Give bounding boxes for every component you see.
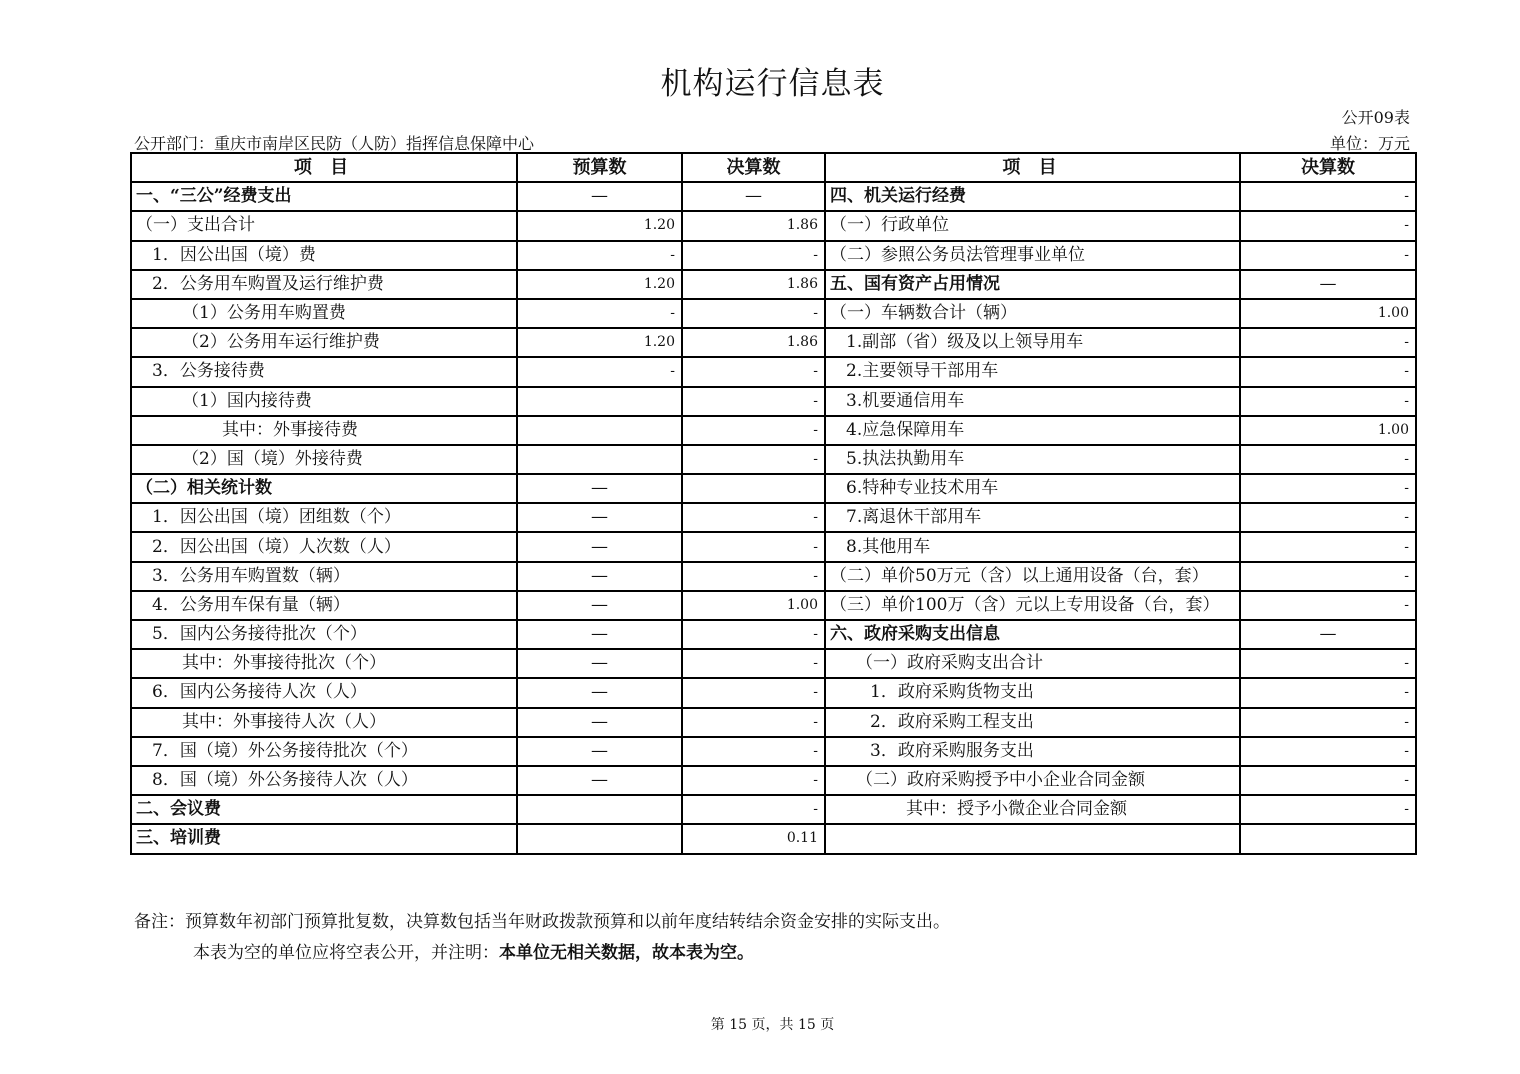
budget-value: — xyxy=(517,182,682,211)
table-row xyxy=(131,503,1416,532)
table-row xyxy=(131,708,1416,737)
right-item-label: 3．政府采购服务支出 xyxy=(825,737,1240,766)
page-title: 机构运行信息表 xyxy=(660,66,885,102)
table-row xyxy=(131,211,1416,240)
right-item-label: （一）行政单位 xyxy=(825,211,1240,240)
right-item-label: （一）车辆数合计（辆） xyxy=(825,299,1240,328)
final-value-right: - xyxy=(1240,241,1416,270)
table-row xyxy=(131,591,1416,620)
table-row xyxy=(131,299,1416,328)
table-row xyxy=(131,649,1416,678)
final-value-left: - xyxy=(682,357,825,386)
budget-value: — xyxy=(517,591,682,620)
table-row xyxy=(131,387,1416,416)
left-item-label: 4．公务用车保有量（辆） xyxy=(131,591,517,620)
right-item-label: （二）政府采购授予中小企业合同金额 xyxy=(825,766,1240,795)
unit-label: 单位：万元 xyxy=(1329,134,1410,153)
right-item-label: 7.离退休干部用车 xyxy=(825,503,1240,532)
table-header-row xyxy=(131,153,1416,182)
budget-value: — xyxy=(517,562,682,591)
final-value-left: - xyxy=(682,620,825,649)
left-item-label: 8．国（境）外公务接待人次（人） xyxy=(131,766,517,795)
table-row xyxy=(131,474,1416,503)
left-item-label: 其中：外事接待费 xyxy=(131,416,517,445)
final-value-left: - xyxy=(682,708,825,737)
col-header-item-left: 项 目 xyxy=(131,153,517,182)
department-label: 公开部门：重庆市南岸区民防（人防）指挥信息保障中心 xyxy=(134,134,535,153)
table-row xyxy=(131,678,1416,707)
right-item-label: （二）参照公务员法管理事业单位 xyxy=(825,241,1240,270)
final-value-left: 1.00 xyxy=(682,591,825,620)
col-header-item-right: 项 目 xyxy=(825,153,1240,182)
right-item-label: 2．政府采购工程支出 xyxy=(825,708,1240,737)
right-item-label: 3.机要通信用车 xyxy=(825,387,1240,416)
left-item-label: 三、培训费 xyxy=(131,824,517,853)
left-item-label: 一、“三公”经费支出 xyxy=(131,182,517,211)
budget-value xyxy=(517,795,682,824)
final-value-right: - xyxy=(1240,532,1416,561)
final-value-right: - xyxy=(1240,328,1416,357)
final-value-right: - xyxy=(1240,591,1416,620)
table-row xyxy=(131,270,1416,299)
final-value-left: - xyxy=(682,737,825,766)
budget-value: 1.20 xyxy=(517,328,682,357)
final-value-right: - xyxy=(1240,474,1416,503)
right-item-label: 其中：授予小微企业合同金额 xyxy=(825,795,1240,824)
budget-value xyxy=(517,416,682,445)
budget-value: - xyxy=(517,357,682,386)
final-value-left: - xyxy=(682,532,825,561)
final-value-right: - xyxy=(1240,387,1416,416)
right-item-label: 1．政府采购货物支出 xyxy=(825,678,1240,707)
right-item-label: 1.副部（省）级及以上领导用车 xyxy=(825,328,1240,357)
right-item-label: 4.应急保障用车 xyxy=(825,416,1240,445)
final-value-left: - xyxy=(682,678,825,707)
final-value-left: - xyxy=(682,562,825,591)
budget-value: - xyxy=(517,241,682,270)
final-value-right xyxy=(1240,824,1416,853)
left-item-label: 二、会议费 xyxy=(131,795,517,824)
right-item-label: 四、机关运行经费 xyxy=(825,182,1240,211)
col-header-final-left: 决算数 xyxy=(682,153,825,182)
final-value-right: - xyxy=(1240,562,1416,591)
final-value-right: — xyxy=(1240,270,1416,299)
table-row xyxy=(131,416,1416,445)
col-header-budget: 预算数 xyxy=(517,153,682,182)
final-value-left: - xyxy=(682,503,825,532)
left-item-label: （2）国（境）外接待费 xyxy=(131,445,517,474)
final-value-left: - xyxy=(682,299,825,328)
table-row xyxy=(131,562,1416,591)
left-item-label: 3．公务接待费 xyxy=(131,357,517,386)
final-value-right: - xyxy=(1240,795,1416,824)
table-row xyxy=(131,532,1416,561)
left-item-label: 2．公务用车购置及运行维护费 xyxy=(131,270,517,299)
table-row xyxy=(131,328,1416,357)
right-item-label xyxy=(825,824,1240,853)
final-value-right: - xyxy=(1240,445,1416,474)
table-row xyxy=(131,824,1416,853)
left-item-label: 其中：外事接待人次（人） xyxy=(131,708,517,737)
table-row xyxy=(131,241,1416,270)
table-row xyxy=(131,445,1416,474)
final-value-right: - xyxy=(1240,708,1416,737)
budget-value xyxy=(517,445,682,474)
left-item-label: 其中：外事接待批次（个） xyxy=(131,649,517,678)
budget-value: — xyxy=(517,708,682,737)
final-value-right: - xyxy=(1240,737,1416,766)
budget-value: - xyxy=(517,299,682,328)
final-value-right: - xyxy=(1240,649,1416,678)
budget-value xyxy=(517,387,682,416)
right-item-label: （二）单价50万元（含）以上通用设备（台，套） xyxy=(825,562,1240,591)
page-footer: 第 15 页，共 15 页 xyxy=(710,1017,835,1033)
table-row xyxy=(131,620,1416,649)
budget-value: — xyxy=(517,474,682,503)
final-value-right: - xyxy=(1240,503,1416,532)
budget-value: — xyxy=(517,620,682,649)
left-item-label: （二）相关统计数 xyxy=(131,474,517,503)
right-item-label: 5.执法执勤用车 xyxy=(825,445,1240,474)
final-value-left: 1.86 xyxy=(682,328,825,357)
note-line-2-plain: 本表为空的单位应将空表公开，并注明： xyxy=(193,943,499,963)
final-value-left: - xyxy=(682,445,825,474)
left-item-label: 1．因公出国（境）团组数（个） xyxy=(131,503,517,532)
left-item-label: 7．国（境）外公务接待批次（个） xyxy=(131,737,517,766)
budget-value: 1.20 xyxy=(517,270,682,299)
final-value-right: - xyxy=(1240,766,1416,795)
final-value-left: - xyxy=(682,649,825,678)
budget-value: 1.20 xyxy=(517,211,682,240)
left-item-label: 1．因公出国（境）费 xyxy=(131,241,517,270)
table-row xyxy=(131,795,1416,824)
budget-value: — xyxy=(517,678,682,707)
left-item-label: （1）公务用车购置费 xyxy=(131,299,517,328)
table-row xyxy=(131,182,1416,211)
final-value-left: 1.86 xyxy=(682,211,825,240)
table-row xyxy=(131,737,1416,766)
final-value-right: - xyxy=(1240,182,1416,211)
left-item-label: 5．国内公务接待批次（个） xyxy=(131,620,517,649)
right-item-label: 8.其他用车 xyxy=(825,532,1240,561)
left-item-label: （一）支出合计 xyxy=(131,211,517,240)
final-value-left: - xyxy=(682,416,825,445)
final-value-left: - xyxy=(682,387,825,416)
left-item-label: 2．因公出国（境）人次数（人） xyxy=(131,532,517,561)
right-item-label: （一）政府采购支出合计 xyxy=(825,649,1240,678)
final-value-left xyxy=(682,474,825,503)
left-item-label: 6．国内公务接待人次（人） xyxy=(131,678,517,707)
final-value-right: - xyxy=(1240,357,1416,386)
final-value-left: - xyxy=(682,241,825,270)
final-value-right: 1.00 xyxy=(1240,299,1416,328)
final-value-left: 0.11 xyxy=(682,824,825,853)
final-value-right: 1.00 xyxy=(1240,416,1416,445)
final-value-right: - xyxy=(1240,211,1416,240)
budget-value: — xyxy=(517,766,682,795)
note-line-2 xyxy=(193,938,754,963)
final-value-right: — xyxy=(1240,620,1416,649)
table-body xyxy=(131,182,1416,853)
final-value-left: - xyxy=(682,795,825,824)
final-value-left: - xyxy=(682,766,825,795)
budget-value: — xyxy=(517,503,682,532)
left-item-label: （1）国内接待费 xyxy=(131,387,517,416)
right-item-label: 6.特种专业技术用车 xyxy=(825,474,1240,503)
budget-value: — xyxy=(517,649,682,678)
right-item-label: 六、政府采购支出信息 xyxy=(825,620,1240,649)
table-row xyxy=(131,766,1416,795)
budget-value: — xyxy=(517,532,682,561)
left-item-label: （2）公务用车运行维护费 xyxy=(131,328,517,357)
right-item-label: 五、国有资产占用情况 xyxy=(825,270,1240,299)
final-value-right: - xyxy=(1240,678,1416,707)
note-line-1: 备注：预算数年初部门预算批复数，决算数包括当年财政拨款预算和以前年度结转结余资金安排的实际支出。 xyxy=(134,912,950,932)
left-item-label: 3．公务用车购置数（辆） xyxy=(131,562,517,591)
budget-value: — xyxy=(517,737,682,766)
info-table xyxy=(130,152,1417,855)
final-value-left: — xyxy=(682,182,825,211)
form-number: 公开09表 xyxy=(1341,108,1410,127)
budget-value xyxy=(517,824,682,853)
right-item-label: （三）单价100万（含）元以上专用设备（台，套） xyxy=(825,591,1240,620)
right-item-label: 2.主要领导干部用车 xyxy=(825,357,1240,386)
note-line-2-bold: 本单位无相关数据，故本表为空。 xyxy=(499,943,754,963)
final-value-left: 1.86 xyxy=(682,270,825,299)
col-header-final-right: 决算数 xyxy=(1240,153,1416,182)
table-row xyxy=(131,357,1416,386)
